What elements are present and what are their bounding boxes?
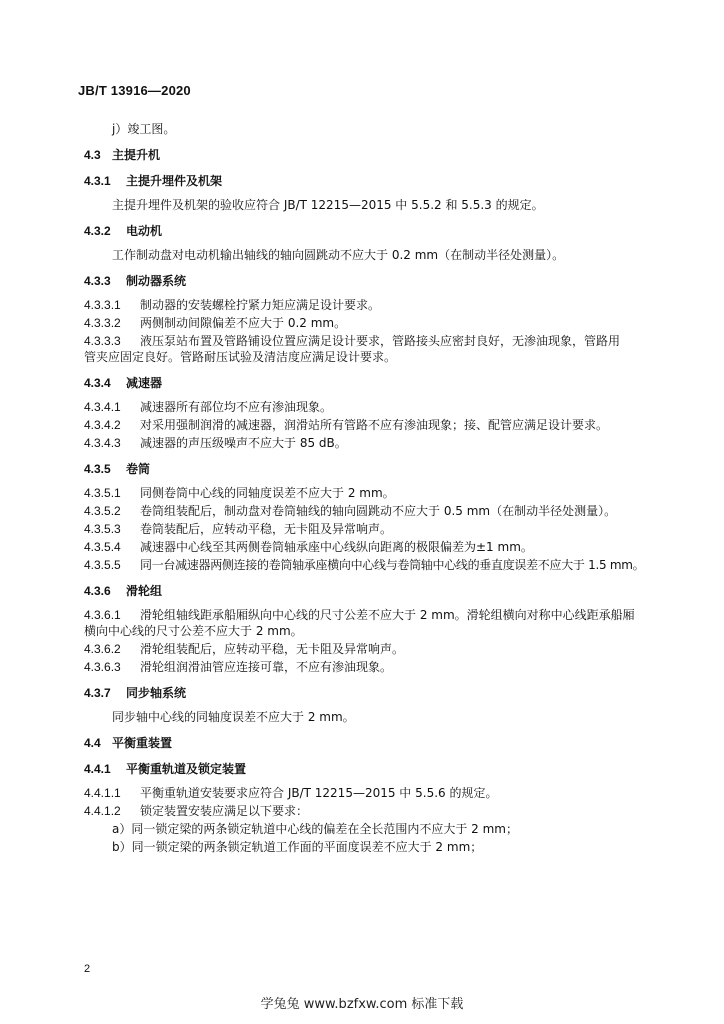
list-item-b: b）同一锁定梁的两条锁定轨道工作面的平面度误差不应大于 2 mm； [112,840,483,854]
clause: 4.3.4.3 减速器的声压级噪声不应大于 85 dB。 [84,436,347,450]
page-number: 2 [84,963,91,975]
clause: 4.3.6.1 滑轮组轴线距承船厢纵向中心线的尺寸公差不应大于 2 mm。滑轮组横向对称中心线距承船厢 [84,608,635,622]
section-4-4-1-heading: 4.4.1 平衡重轨道及锁定装置 [84,762,247,776]
document-body [84,121,664,855]
clause: 4.3.3.3 液压泵站布置及管路铺设位置应满足设计要求，管路接头应密封良好，无渗油现象，管路用 [84,334,621,348]
clause: 4.3.4.1 减速器所有部位均不应有渗油现象。 [84,400,333,414]
clause: 4.3.5.5 同一台减速器两侧连接的卷筒轴承座横向中心线与卷筒轴中心线的垂直度误差不应大于 1.5 mm。 [84,558,645,572]
section-4-3-7-heading: 4.3.7 同步轴系统 [84,686,187,700]
clause: 4.3.6.3 滑轮组润滑油管应连接可靠，不应有渗油现象。 [84,660,393,674]
section-4-3-heading: 4.3 主提升机 [84,148,161,162]
section-4-3-6-heading: 4.3.6 滑轮组 [84,584,163,598]
section-4-3-2-heading: 4.3.2 电动机 [84,224,163,238]
clause: 4.3.5.1 同侧卷筒中心线的同轴度误差不应大于 2 mm。 [84,486,395,500]
section-4-3-5-heading: 4.3.5 卷筒 [84,462,151,476]
footer-watermark: 学兔兔 www.bzfxw.com 标准下载 [260,997,464,1012]
clause: 4.3.5.4 减速器中心线至其两侧卷筒轴承座中心线纵向距离的极限偏差为±1 mm。 [84,540,533,554]
clause: 4.4.1.1 平衡重轨道安装要求应符合 JB/T 12215—2015 中 5.5.6 的规定。 [84,786,498,800]
paragraph: 工作制动盘对电动机输出轴线的轴向圆跳动不应大于 0.2 mm（在制动半径处测量）。 [112,248,565,262]
clause: 4.3.6.2 滑轮组装配后，应转动平稳，无卡阻及异常响声。 [84,642,405,656]
clause: 4.3.4.2 对采用强制润滑的减速器，润滑站所有管路不应有渗油现象；接、配管应满足设计要求。 [84,418,609,432]
clause: 4.3.5.2 卷筒组装配后，制动盘对卷筒轴线的轴向圆跳动不应大于 0.5 mm（在制动半径处测量）。 [84,504,617,518]
list-item-a: a）同一锁定梁的两条锁定轨道中心线的偏差在全长范围内不应大于 2 mm； [112,822,518,836]
standard-code: JB/T 13916—2020 [78,83,191,98]
section-4-3-4-heading: 4.3.4 减速器 [84,376,163,390]
clause: 4.3.3.2 两侧制动间隙偏差不应大于 0.2 mm。 [84,316,347,330]
clause-continuation: 管夹应固定良好。管路耐压试验及清洁度应满足设计要求。 [84,350,397,364]
clause: 4.3.3.1 制动器的安装螺栓拧紧力矩应满足设计要求。 [84,298,381,312]
section-4-3-3-heading: 4.3.3 制动器系统 [84,274,187,288]
paragraph: 同步轴中心线的同轴度误差不应大于 2 mm。 [112,710,355,724]
section-4-3-1-heading: 4.3.1 主提升埋件及机架 [84,174,223,188]
list-item-j: j）竣工图。 [112,122,176,136]
clause: 4.4.1.2 锁定装置安装应满足以下要求： [84,804,309,818]
paragraph: 主提升埋件及机架的验收应符合 JB/T 12215—2015 中 5.5.2 和 5.5.3 的规定。 [112,198,544,212]
clause: 4.3.5.3 卷筒装配后，应转动平稳，无卡阻及异常响声。 [84,522,393,536]
section-4-4-heading: 4.4 平衡重装置 [84,736,173,750]
clause-continuation: 横向中心线的尺寸公差不应大于 2 mm。 [84,624,303,638]
